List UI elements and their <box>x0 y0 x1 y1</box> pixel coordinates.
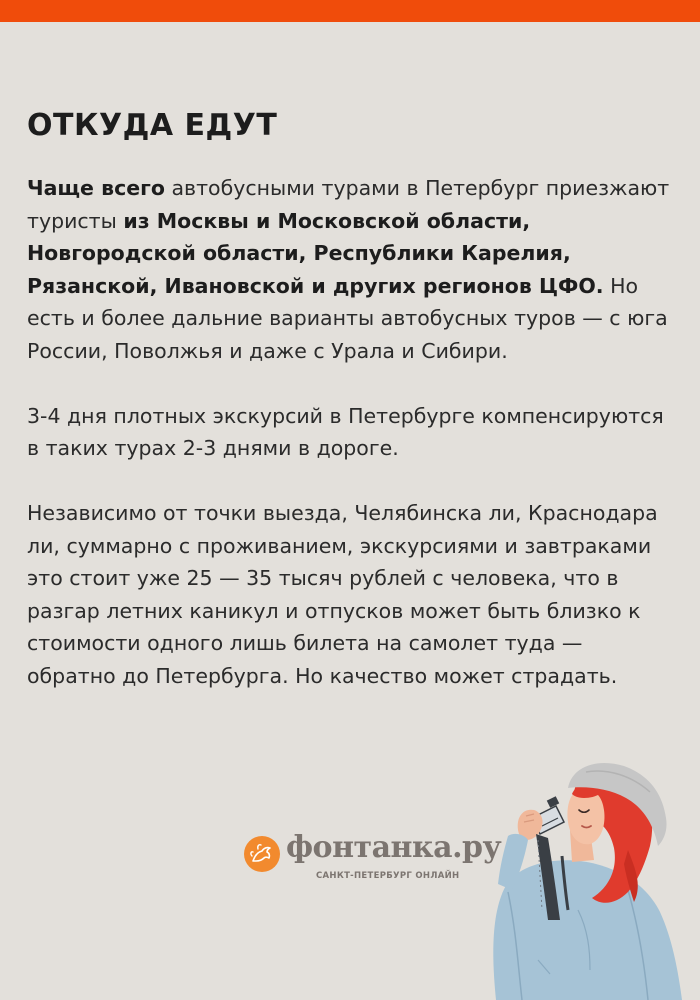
woman-with-camera-illustration <box>478 760 700 1000</box>
fontanka-horse-icon <box>244 836 280 872</box>
paragraph-origins <box>27 172 677 367</box>
emphasis-regions: из Москвы и Московской области, Новгородской области, Республики Карелия, Рязанской, Ивановской и других регионов ЦФО. <box>27 208 604 298</box>
paragraph-duration: 3-4 дня плотных экскурсий в Петербурге компенсируются в таких турах 2-3 днями в дороге. <box>27 403 664 460</box>
top-accent-bar <box>0 0 700 22</box>
emphasis-most-often: Чаще всего <box>27 176 165 200</box>
paragraph-text: автобусными турами в Петербург приезжают туристы <box>27 176 670 233</box>
section-title: ОТКУДА ЕДУТ <box>27 108 278 143</box>
logo-subtitle: САНКТ-ПЕТЕРБУРГ ОНЛАЙН <box>316 871 460 881</box>
logo-wordmark: фонтанка.ру <box>286 830 502 865</box>
fontanka-logo <box>244 830 502 884</box>
article-body <box>27 172 677 725</box>
paragraph-text: Но есть и более дальние варианты автобусных туров — с юга России, Поволжья и даже с Урала и Сибири. <box>27 273 668 363</box>
paragraph-price: Независимо от точки выезда, Челябинска ли, Краснодара ли, суммарно с проживанием, экскурсиями и завтраками это стоит уже 25 — 35 тысяч рублей с человека, что в разгар летних каникул и отпусков может быть близко к стоимости одного лишь билета на самолет туда — обратно до Петербурга. Но качество может страдать. <box>27 501 658 688</box>
